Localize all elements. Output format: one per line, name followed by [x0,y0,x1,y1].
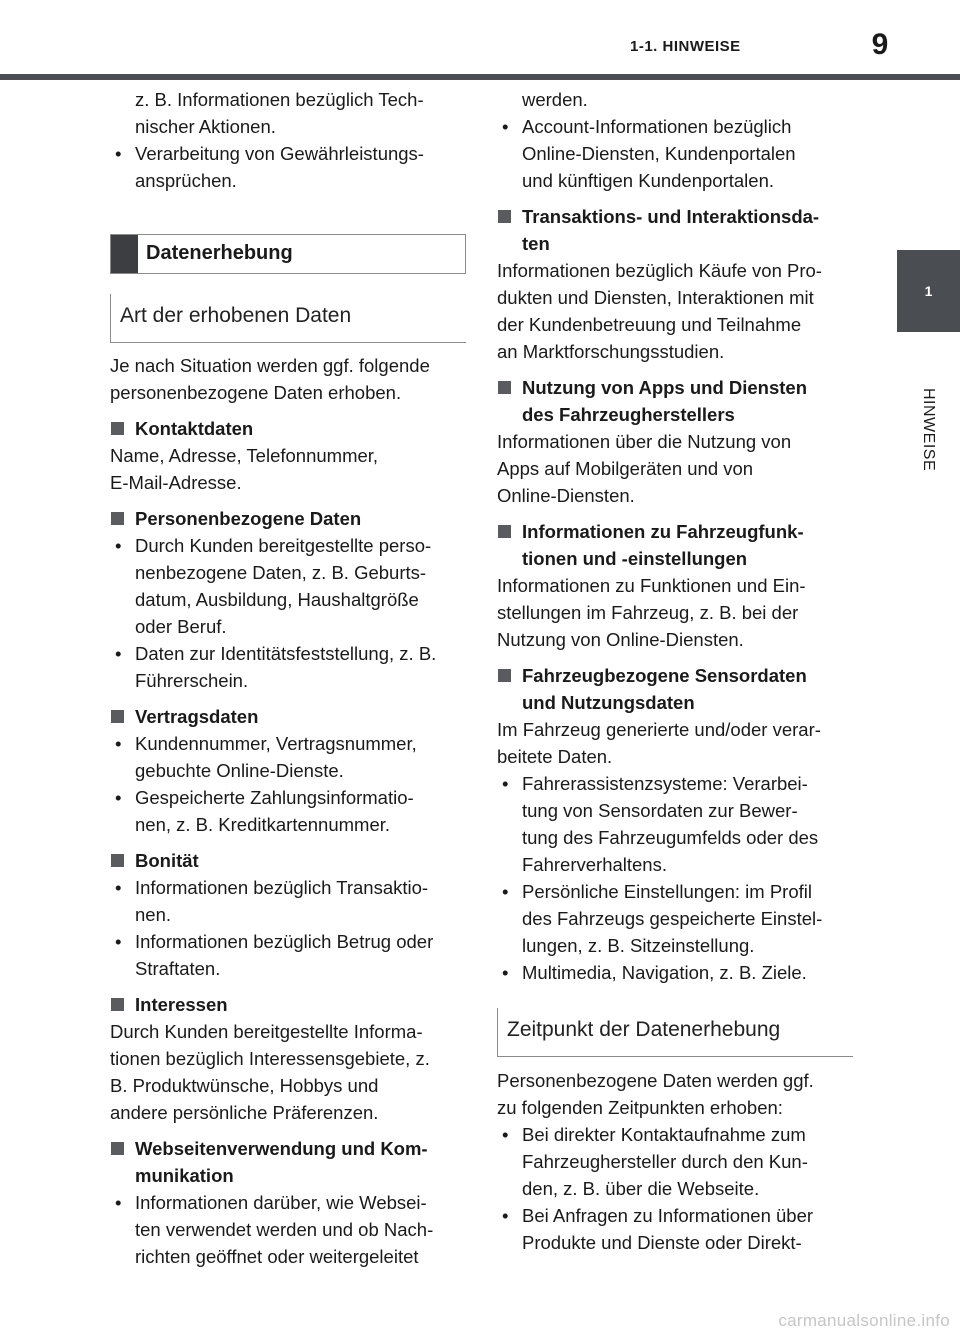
text-line: nenbezogene Daten, z. B. Geburts- [135,562,427,583]
text-line: Straftaten. [135,958,221,979]
bullet-item: • Bei direkter Kontaktaufnahme zum [497,1121,853,1148]
bullet-item: • Multimedia, Navigation, z. B. Ziele. [497,959,853,986]
text-line: den, z. B. über die Webseite. [522,1178,760,1199]
square-bullet-icon [498,210,511,223]
subsection-title: Zeitpunkt der Datenerhebung [507,1018,781,1041]
text-line: Produkte und Dienste oder Direkt- [522,1232,802,1253]
text-line: ansprüchen. [135,170,237,191]
item-heading-personenbezogene-daten: Personenbezogene Daten [110,505,466,532]
text-line: der Kundenbetreuung und Teilnahme [497,314,802,335]
subsection-heading-art [110,294,466,343]
square-bullet-icon [111,710,124,723]
text-line: nen, z. B. Kreditkartennummer. [135,814,391,835]
item-heading-bonitaet: Bonität [110,847,466,874]
square-bullet-icon [111,1142,124,1155]
text-line: oder Beruf. [135,616,227,637]
text-line: tionen bezüglich Interessensgebiete, z. [110,1048,430,1069]
text-line: gebuchte Online-Dienste. [135,760,344,781]
text-line: Online-Diensten, Kundenportalen [522,143,796,164]
text-line: nischer Aktionen. [135,116,276,137]
text-line: nen. [135,904,172,925]
text-line: personenbezogene Daten erhoben. [110,382,402,403]
page-number: 9 [871,28,889,61]
text-line: und künftigen Kundenportalen. [522,170,775,191]
item-heading-transaktionsdaten: Transaktions- und Interaktionsda- [497,203,853,230]
text-line: z. B. Informationen bezüglich Tech- [135,89,424,110]
right-column [497,86,853,1256]
text-line: werden. [522,89,588,110]
text-line: Apps auf Mobilgeräten und von [497,458,754,479]
text-line: an Marktforschungsstudien. [497,341,725,362]
subsection-title: Art der erhobenen Daten [120,304,352,327]
text-line: andere persönliche Präferenzen. [110,1102,379,1123]
section-marker [111,235,138,273]
text-line: stellungen im Fahrzeug, z. B. bei der [497,602,799,623]
subsection-heading-zeitpunkt [497,1008,853,1057]
bullet-item: • Bei Anfragen zu Informationen über [497,1202,853,1229]
text-line: E-Mail-Adresse. [110,472,242,493]
text-line: lungen, z. B. Sitzeinstellung. [522,935,755,956]
bullet-item: • Informationen darüber, wie Websei- [110,1189,466,1216]
left-column [110,86,466,1270]
bullet-item: • Daten zur Identitätsfeststellung, z. B. [110,640,466,667]
text-line: Informationen zu Funktionen und Ein- [497,575,806,596]
text-line: dukten und Diensten, Interaktionen mit [497,287,814,308]
section-heading-datenerhebung [110,234,466,274]
text-line: Personenbezogene Daten werden ggf. [497,1070,814,1091]
bullet-item: • Informationen bezüglich Transaktio- [110,874,466,901]
square-bullet-icon [498,669,511,682]
bullet-item: • Persönliche Einstellungen: im Profil [497,878,853,905]
section-title: Datenerhebung [146,242,293,264]
text-line: Fahrerverhaltens. [522,854,667,875]
chapter-title: 1-1. HINWEISE [630,38,741,55]
text-line: zu folgenden Zeitpunkten erhoben: [497,1097,783,1118]
bullet-item: • Verarbeitung von Gewährleistungs- [110,140,466,167]
item-heading-continuation: ten [522,233,550,254]
text-line: tung des Fahrzeugumfelds oder des [522,827,819,848]
item-heading-continuation: munikation [135,1165,234,1186]
square-bullet-icon [498,525,511,538]
header-rule [0,74,960,80]
item-heading-fahrzeugfunktionen: Informationen zu Fahrzeugfunk- [497,518,853,545]
text-line: richten geöffnet oder weitergeleitet [135,1246,419,1267]
text-line: Durch Kunden bereitgestellte Informa- [110,1021,423,1042]
bullet-item: • Kundennummer, Vertragsnummer, [110,730,466,757]
text-line: beitete Daten. [497,746,613,767]
bullet-item: • Fahrerassistenzsysteme: Verarbei- [497,770,853,797]
text-line: Fahrzeughersteller durch den Kun- [522,1151,808,1172]
square-bullet-icon [498,381,511,394]
item-heading-sensordaten: Fahrzeugbezogene Sensordaten [497,662,853,689]
text-line: des Fahrzeugs gespeicherte Einstel- [522,908,823,929]
bullet-item: • Durch Kunden bereitgestellte perso- [110,532,466,559]
item-heading-apps: Nutzung von Apps und Diensten [497,374,853,401]
square-bullet-icon [111,422,124,435]
item-heading-vertragsdaten: Vertragsdaten [110,703,466,730]
bullet-item: • Account-Informationen bezüglich [497,113,853,140]
item-heading-interessen: Interessen [110,991,466,1018]
square-bullet-icon [111,512,124,525]
bullet-item: • Gespeicherte Zahlungsinformatio- [110,784,466,811]
text-line: Je nach Situation werden ggf. folgende [110,355,430,376]
text-line: B. Produktwünsche, Hobbys und [110,1075,379,1096]
text-line: Name, Adresse, Telefonnummer, [110,445,379,466]
text-line: Online-Diensten. [497,485,635,506]
text-line: Nutzung von Online-Diensten. [497,629,744,650]
text-line: datum, Ausbildung, Haushaltgröße [135,589,419,610]
text-line: Informationen bezüglich Käufe von Pro- [497,260,822,281]
item-heading-continuation: des Fahrzeugherstellers [522,404,735,425]
item-heading-kontaktdaten: Kontaktdaten [110,415,466,442]
square-bullet-icon [111,854,124,867]
chapter-tab[interactable]: 1 [897,250,960,332]
item-heading-continuation: tionen und -einstellungen [522,548,748,569]
item-heading-continuation: und Nutzungsdaten [522,692,695,713]
text-line: ten verwendet werden und ob Nach- [135,1219,434,1240]
text-line: Informationen über die Nutzung von [497,431,792,452]
bullet-item: • Informationen bezüglich Betrug oder [110,928,466,955]
text-line: Führerschein. [135,670,249,691]
watermark: carmanualsonline.info [778,1311,950,1330]
square-bullet-icon [111,998,124,1011]
chapter-side-label: HINWEISE [920,388,937,472]
text-line: Im Fahrzeug generierte und/oder verar- [497,719,821,740]
item-heading-webseiten: Webseitenverwendung und Kom- [110,1135,466,1162]
text-line: tung von Sensordaten zur Bewer- [522,800,798,821]
